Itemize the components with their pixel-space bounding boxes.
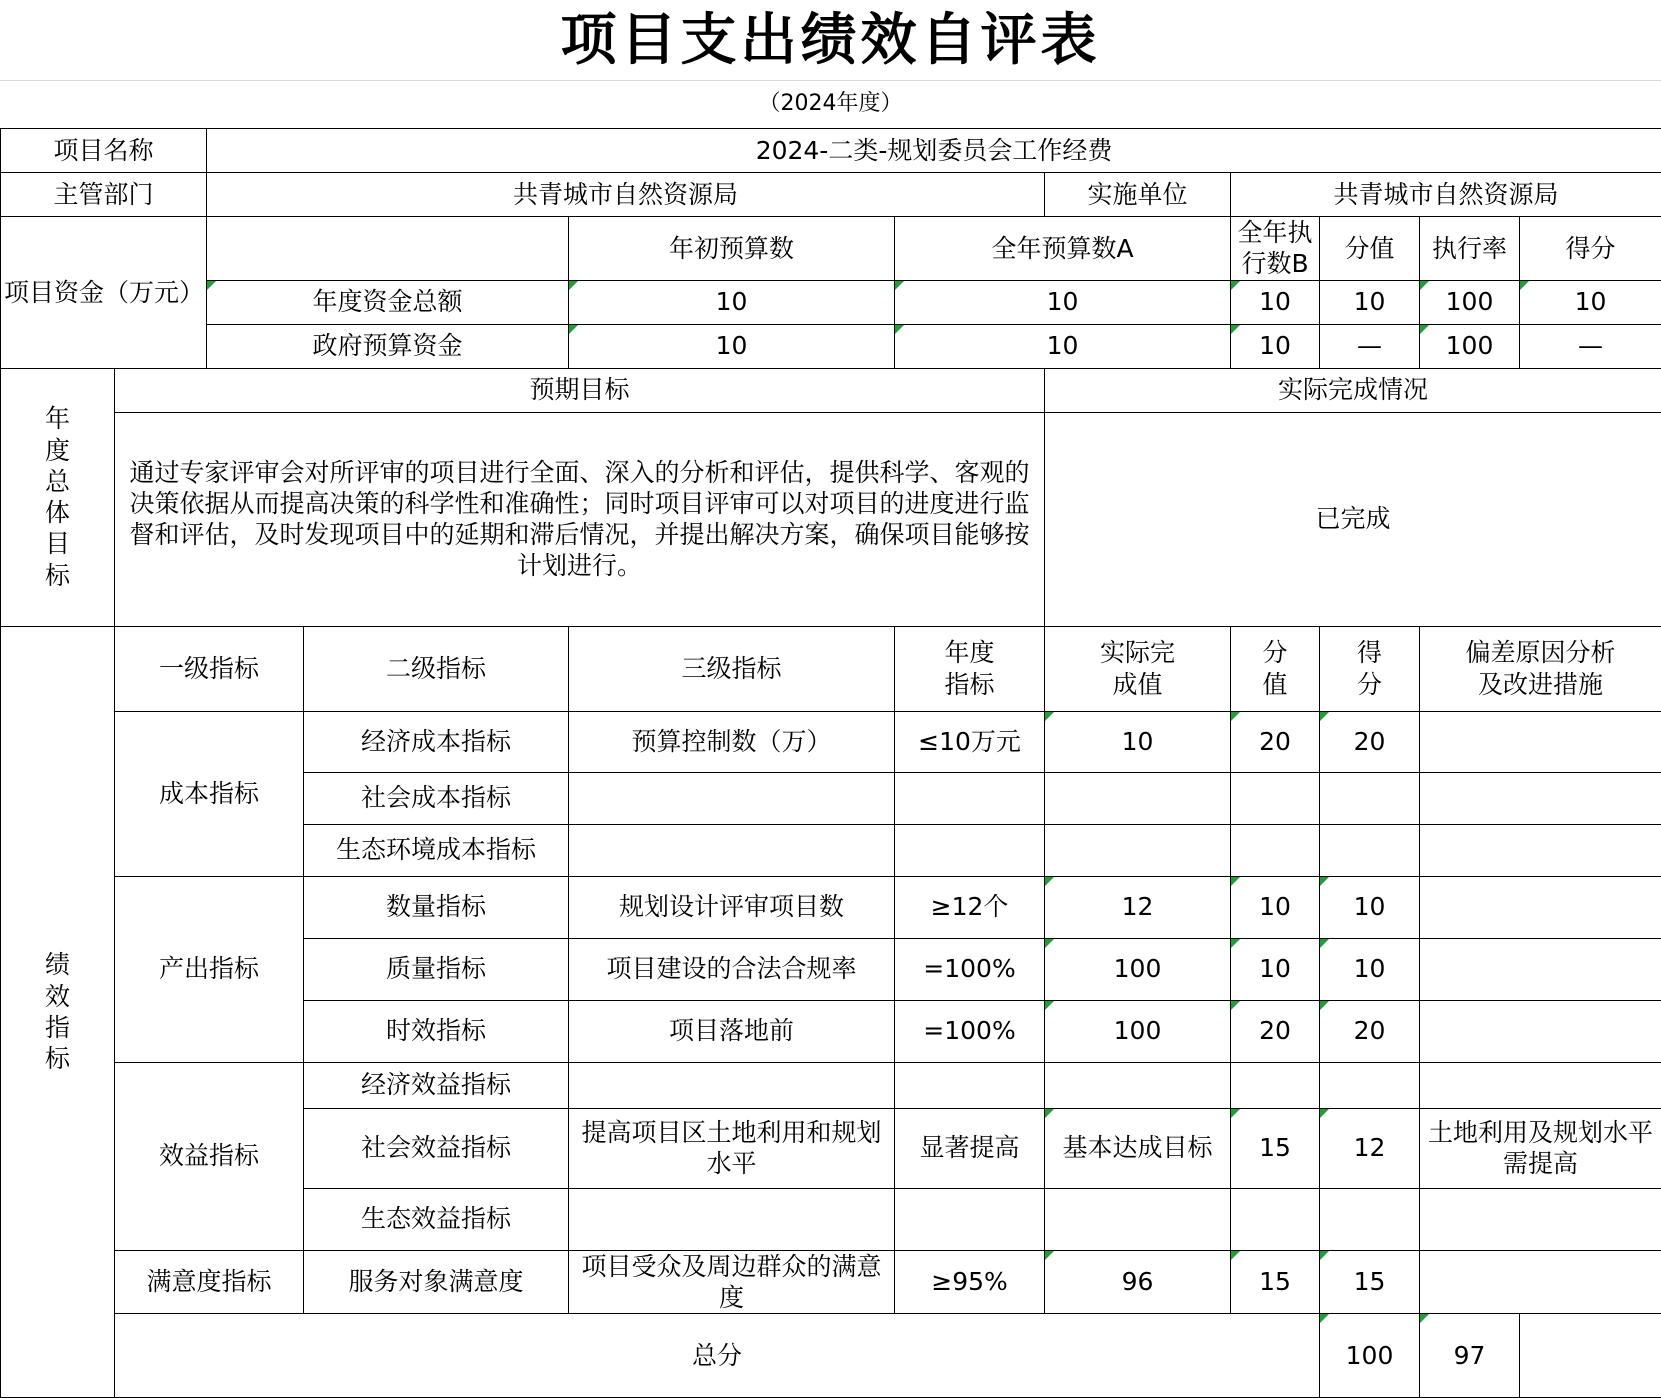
benefit-annual-ecology bbox=[895, 1188, 1045, 1250]
output-deviation-timeliness bbox=[1420, 1000, 1661, 1062]
cost-deviation-social bbox=[1420, 772, 1661, 824]
expected-goal-text: 通过专家评审会对所评审的项目进行全面、深入的分析和评估，提供科学、客观的决策依据从而提高决策的科学性和准确性；同时项目评审可以对项目的进度进行监督和评估，及时发现项目中的延期和滞后情况，并提出解决方案，确保项目能够按计划进行。 bbox=[115, 412, 1045, 626]
project-name-value: 2024-二类-规划委员会工作经费 bbox=[207, 129, 1661, 173]
expected-goal-header: 预期目标 bbox=[115, 368, 1045, 412]
output-l3-quality: 项目建设的合法合规率 bbox=[569, 938, 895, 1000]
satisfaction-score-value: 15 bbox=[1231, 1250, 1320, 1314]
budget-header-score-value: 分值 bbox=[1320, 217, 1420, 281]
satisfaction-l2: 服务对象满意度 bbox=[304, 1250, 569, 1314]
cost-actual-ecology bbox=[1045, 824, 1231, 876]
benefit-score-value-ecology bbox=[1231, 1188, 1320, 1250]
benefit-actual-ecology bbox=[1045, 1188, 1231, 1250]
output-score-timeliness: 20 bbox=[1320, 1000, 1420, 1062]
benefit-indicator-label: 效益指标 bbox=[115, 1062, 304, 1250]
performance-indicator-label: 绩效指标 bbox=[1, 626, 115, 1398]
budget-row-gov-initial: 10 bbox=[569, 324, 895, 368]
actual-completion-text: 已完成 bbox=[1045, 412, 1661, 626]
supervisor-label: 主管部门 bbox=[1, 173, 207, 217]
total-score: 97 bbox=[1420, 1314, 1520, 1398]
output-score-value-timeliness: 20 bbox=[1231, 1000, 1320, 1062]
benefit-actual-social: 基本达成目标 bbox=[1045, 1108, 1231, 1188]
cost-l2-social: 社会成本指标 bbox=[304, 772, 569, 824]
output-actual-quantity: 12 bbox=[1045, 876, 1231, 938]
budget-row-gov-label: 政府预算资金 bbox=[207, 324, 569, 368]
cost-deviation-ecology bbox=[1420, 824, 1661, 876]
output-actual-quality: 100 bbox=[1045, 938, 1231, 1000]
cost-l3-ecology bbox=[569, 824, 895, 876]
budget-header-initial: 年初预算数 bbox=[569, 217, 895, 281]
implementer-label: 实施单位 bbox=[1045, 173, 1231, 217]
header-annual: 年度指标 bbox=[895, 626, 1045, 711]
cost-score-social bbox=[1320, 772, 1420, 824]
benefit-l2-ecology: 生态效益指标 bbox=[304, 1188, 569, 1250]
cost-actual-economic: 10 bbox=[1045, 711, 1231, 772]
budget-row-gov-executed: 10 bbox=[1231, 324, 1320, 368]
output-l2-quality: 质量指标 bbox=[304, 938, 569, 1000]
benefit-score-ecology bbox=[1320, 1188, 1420, 1250]
cost-score-value-economic: 20 bbox=[1231, 711, 1320, 772]
budget-row-gov-annual: 10 bbox=[895, 324, 1231, 368]
benefit-score-economic bbox=[1320, 1062, 1420, 1108]
benefit-l3-social: 提高项目区土地利用和规划水平 bbox=[569, 1108, 895, 1188]
budget-row-total-initial: 10 bbox=[569, 280, 895, 324]
satisfaction-actual: 96 bbox=[1045, 1250, 1231, 1314]
output-l3-timeliness: 项目落地前 bbox=[569, 1000, 895, 1062]
header-score-value: 分值 bbox=[1231, 626, 1320, 711]
fund-label: 项目资金（万元） bbox=[1, 217, 207, 369]
satisfaction-deviation bbox=[1420, 1250, 1661, 1314]
output-score-value-quality: 10 bbox=[1231, 938, 1320, 1000]
benefit-l2-economic: 经济效益指标 bbox=[304, 1062, 569, 1108]
project-name-label: 项目名称 bbox=[1, 129, 207, 173]
cost-indicator-label: 成本指标 bbox=[115, 711, 304, 876]
total-label: 总分 bbox=[115, 1314, 1320, 1398]
budget-header-annual: 全年预算数A bbox=[895, 217, 1231, 281]
benefit-l3-economic bbox=[569, 1062, 895, 1108]
benefit-deviation-ecology bbox=[1420, 1188, 1661, 1250]
total-score-value: 100 bbox=[1320, 1314, 1420, 1398]
benefit-score-value-economic bbox=[1231, 1062, 1320, 1108]
benefit-l2-social: 社会效益指标 bbox=[304, 1108, 569, 1188]
budget-row-total-rate: 100 bbox=[1420, 280, 1520, 324]
cost-actual-social bbox=[1045, 772, 1231, 824]
budget-header-rate: 执行率 bbox=[1420, 217, 1520, 281]
budget-row-gov-rate: 100 bbox=[1420, 324, 1520, 368]
budget-row-gov-score: — bbox=[1520, 324, 1661, 368]
benefit-annual-social: 显著提高 bbox=[895, 1108, 1045, 1188]
satisfaction-annual: ≥95% bbox=[895, 1250, 1045, 1314]
actual-completion-header: 实际完成情况 bbox=[1045, 368, 1661, 412]
budget-header-executed: 全年执行数B bbox=[1231, 217, 1320, 281]
output-l2-timeliness: 时效指标 bbox=[304, 1000, 569, 1062]
output-annual-quantity: ≥12个 bbox=[895, 876, 1045, 938]
output-actual-timeliness: 100 bbox=[1045, 1000, 1231, 1062]
output-indicator-label: 产出指标 bbox=[115, 876, 304, 1062]
benefit-actual-economic bbox=[1045, 1062, 1231, 1108]
output-l2-quantity: 数量指标 bbox=[304, 876, 569, 938]
header-level3: 三级指标 bbox=[569, 626, 895, 711]
output-deviation-quantity bbox=[1420, 876, 1661, 938]
cost-l2-economic: 经济成本指标 bbox=[304, 711, 569, 772]
sheet-title: 项目支出绩效自评表 bbox=[0, 0, 1661, 81]
budget-row-total-score-value: 10 bbox=[1320, 280, 1420, 324]
budget-row-total-label: 年度资金总额 bbox=[207, 280, 569, 324]
cost-deviation-economic bbox=[1420, 711, 1661, 772]
budget-row-gov-score-value: — bbox=[1320, 324, 1420, 368]
output-annual-quality: =100% bbox=[895, 938, 1045, 1000]
budget-row-total-executed: 10 bbox=[1231, 280, 1320, 324]
cost-annual-social bbox=[895, 772, 1045, 824]
output-annual-timeliness: =100% bbox=[895, 1000, 1045, 1062]
budget-header-blank bbox=[207, 217, 569, 281]
budget-header-score: 得分 bbox=[1520, 217, 1661, 281]
cost-score-ecology bbox=[1320, 824, 1420, 876]
output-score-quality: 10 bbox=[1320, 938, 1420, 1000]
benefit-score-social: 12 bbox=[1320, 1108, 1420, 1188]
budget-row-total-annual: 10 bbox=[895, 280, 1231, 324]
output-l3-quantity: 规划设计评审项目数 bbox=[569, 876, 895, 938]
cost-annual-ecology bbox=[895, 824, 1045, 876]
benefit-deviation-economic bbox=[1420, 1062, 1661, 1108]
cost-l2-ecology: 生态环境成本指标 bbox=[304, 824, 569, 876]
total-deviation bbox=[1520, 1314, 1661, 1398]
cost-score-economic: 20 bbox=[1320, 711, 1420, 772]
header-score: 得分 bbox=[1320, 626, 1420, 711]
cost-score-value-social bbox=[1231, 772, 1320, 824]
header-level1: 一级指标 bbox=[115, 626, 304, 711]
supervisor-value: 共青城市自然资源局 bbox=[207, 173, 1045, 217]
benefit-annual-economic bbox=[895, 1062, 1045, 1108]
cost-l3-social bbox=[569, 772, 895, 824]
output-score-value-quantity: 10 bbox=[1231, 876, 1320, 938]
evaluation-table bbox=[0, 128, 1661, 1398]
cost-l3-economic: 预算控制数（万） bbox=[569, 711, 895, 772]
sheet-year: （2024年度） bbox=[0, 80, 1661, 129]
annual-goal-label: 年度总体目标 bbox=[1, 368, 115, 626]
header-deviation: 偏差原因分析及改进措施 bbox=[1420, 626, 1661, 711]
output-score-quantity: 10 bbox=[1320, 876, 1420, 938]
header-level2: 二级指标 bbox=[304, 626, 569, 711]
output-deviation-quality bbox=[1420, 938, 1661, 1000]
header-actual: 实际完成值 bbox=[1045, 626, 1231, 711]
satisfaction-indicator-label: 满意度指标 bbox=[115, 1250, 304, 1314]
benefit-l3-ecology bbox=[569, 1188, 895, 1250]
cost-score-value-ecology bbox=[1231, 824, 1320, 876]
benefit-deviation-social: 土地利用及规划水平需提高 bbox=[1420, 1108, 1661, 1188]
satisfaction-l3: 项目受众及周边群众的满意度 bbox=[569, 1250, 895, 1314]
budget-row-total-score: 10 bbox=[1520, 280, 1661, 324]
implementer-value: 共青城市自然资源局 bbox=[1231, 173, 1661, 217]
satisfaction-score: 15 bbox=[1320, 1250, 1420, 1314]
cost-annual-economic: ≤10万元 bbox=[895, 711, 1045, 772]
benefit-score-value-social: 15 bbox=[1231, 1108, 1320, 1188]
